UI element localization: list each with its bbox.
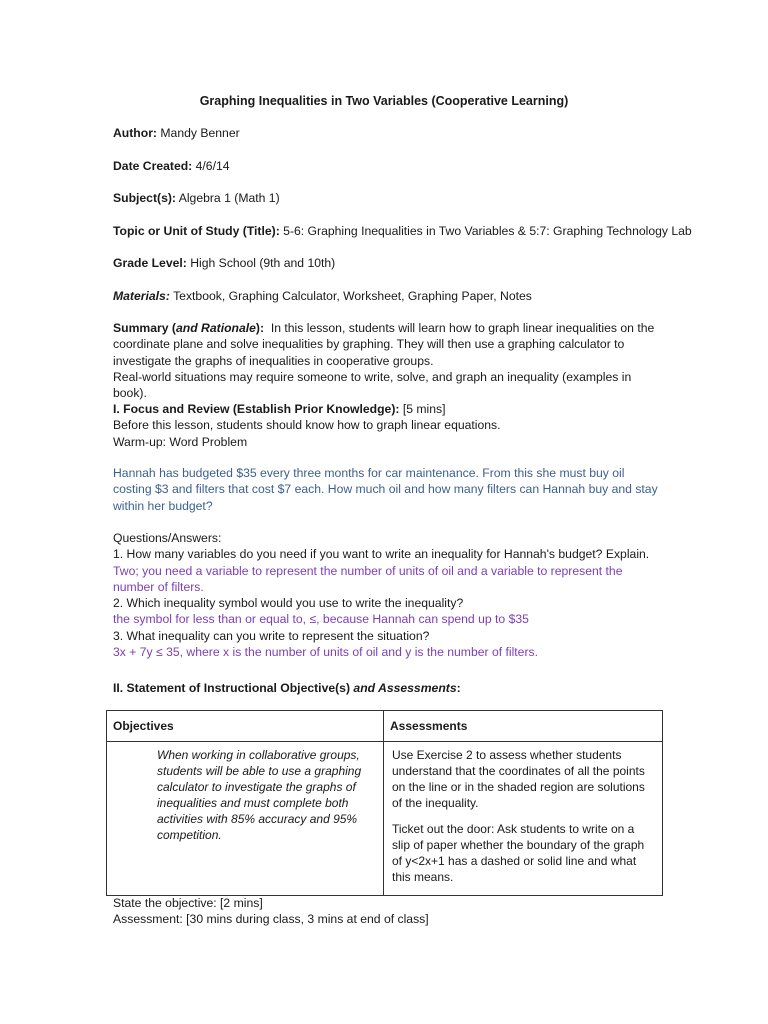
qa-heading: Questions/Answers: <box>113 531 222 545</box>
summary-paragraph <box>113 320 661 401</box>
summary-text-2: Real-world situations may require someone to write, solve, and graph an inequality (examples in book). <box>113 369 632 401</box>
qa-section <box>113 530 661 660</box>
answer-3: 3x + 7y ≤ 35, where x is the number of units of oil and y is the number of filters. <box>113 645 538 660</box>
assessments-column-header: Assessments <box>384 711 663 742</box>
footer-section <box>113 895 661 928</box>
assessment-text-2: Ticket out the door: Ask students to write on a slip of paper whether the boundary of the graph of y<2x+1 has a dashed or solid line and what this means. <box>392 822 645 884</box>
question-2: 2. Which inequality symbol would you use to write the inequality? <box>113 596 464 611</box>
objectives-column-header: Objectives <box>107 711 384 742</box>
summary-label-c: ): <box>255 321 265 335</box>
grade-value: High School (9th and 10th) <box>190 256 336 270</box>
focus-line-1: Before this lesson, students should know how to graph linear equations. <box>113 418 501 433</box>
materials-line <box>113 288 673 304</box>
focus-section <box>113 401 661 450</box>
summary-text: In this lesson, students will learn how to graph linear inequalities on the coordinate plane and solve inequalities by graphing. They will then use a graphing calculator to investigate the graphs of inequalities in cooperative groups. <box>113 321 655 368</box>
grade-line <box>113 255 673 271</box>
objectives-table <box>106 710 663 896</box>
grade-label: Grade Level: <box>113 256 187 270</box>
objective-cell <box>107 742 384 896</box>
author-line <box>113 125 673 141</box>
warmup-problem: Hannah has budgeted $35 every three months for car maintenance. From this she must buy oil costing $3 and filters that cost $7 each. How much oil and how many filters can Hannah buy and stay within her budget? <box>113 466 658 513</box>
assessment-content <box>392 747 654 885</box>
table-header-row <box>107 711 663 742</box>
subjects-value: Algebra 1 (Math 1) <box>178 191 280 205</box>
table-row <box>107 742 663 896</box>
subjects-label: Subject(s): <box>113 191 176 205</box>
subjects-line <box>113 190 673 206</box>
objectives-heading-b: and Assessments <box>353 681 457 695</box>
page-title: Graphing Inequalities in Two Variables (Cooperative Learning) <box>199 94 569 108</box>
objectives-heading-a: II. Statement of Instructional Objective(s) <box>113 681 351 695</box>
summary-label-b: and Rationale <box>176 321 256 335</box>
summary-label-a: Summary ( <box>113 321 176 335</box>
assessment-time-line: Assessment: [30 mins during class, 3 mins at end of class] <box>113 912 429 927</box>
question-3: 3. What inequality can you write to represent the situation? <box>113 628 430 643</box>
focus-time: [5 mins] <box>402 402 446 416</box>
assessment-text-1: Use Exercise 2 to assess whether students understand that the coordinates of all the points on the line or in the shaded region are solutions of the inequality. <box>392 748 645 810</box>
date-label: Date Created: <box>113 159 193 173</box>
objective-text: When working in collaborative groups, students will be able to use a graphing calculator to investigate the graphs of inequalities and must complete both activities with 85% accuracy and 95% competition. <box>157 748 362 842</box>
assessment-cell <box>384 742 663 896</box>
answer-2: the symbol for less than or equal to, ≤, because Hannah can spend up to $35 <box>113 612 529 627</box>
date-value: 4/6/14 <box>195 159 230 173</box>
question-1: 1. How many variables do you need if you want to write an inequality for Hannah's budget? Explain. <box>113 547 650 562</box>
materials-label: Materials: <box>113 289 170 303</box>
author-value: Mandy Benner <box>160 126 240 140</box>
focus-line-2: Warm-up: Word Problem <box>113 434 248 449</box>
date-line <box>113 158 673 174</box>
answer-1: Two; you need a variable to represent the number of units of oil and a variable to represent the number of filters. <box>113 563 623 594</box>
topic-value: 5-6: Graphing Inequalities in Two Variables & 5:7: Graphing Technology Lab <box>283 224 692 238</box>
materials-value: Textbook, Graphing Calculator, Worksheet, Graphing Paper, Notes <box>173 289 532 303</box>
topic-label: Topic or Unit of Study (Title): <box>113 224 280 238</box>
author-label: Author: <box>113 126 157 140</box>
objectives-heading <box>113 680 673 696</box>
focus-heading: I. Focus and Review (Establish Prior Knowledge): <box>113 402 400 416</box>
objectives-heading-c: : <box>456 681 461 695</box>
state-objective-line: State the objective: [2 mins] <box>113 896 263 910</box>
topic-line <box>113 223 692 239</box>
